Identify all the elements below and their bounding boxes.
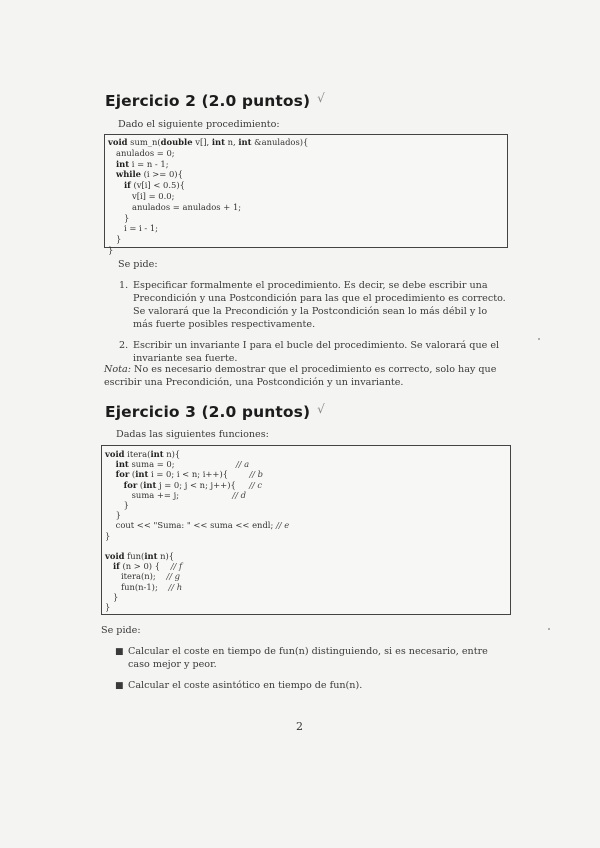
exercise-2-title: Ejercicio 2 (2.0 puntos) bbox=[105, 92, 311, 110]
exercise-3-task-1 bbox=[115, 645, 508, 671]
exercise-3-code: void itera(int n){ int suma = 0; // a for (int i = 0; i < n; i++){ // b for (int j = 0; j < n; j++){ // c suma += j; // d } } cout << "Suma: " << suma << endl; // e } void fun(int n){ if (n > 0) { // f itera(n); // g fun(n-1); // h } } bbox=[105, 449, 290, 613]
exercise-2-code-box bbox=[104, 134, 508, 255]
note-label: Nota: bbox=[104, 364, 131, 375]
scan-speck bbox=[538, 338, 540, 340]
task-number: 1. bbox=[119, 280, 129, 291]
exercise-3-intro: Dadas las siguientes funciones: bbox=[116, 429, 269, 440]
checkmark-icon: √ bbox=[317, 402, 325, 416]
task-text: Escribir un invariante I para el bucle del procedimiento. Se valorará que el invariante sea fuerte. bbox=[133, 340, 500, 364]
bullet-icon: ■ bbox=[115, 647, 124, 657]
exercise-3-se-pide: Se pide: bbox=[101, 625, 141, 636]
exercise-3-title: Ejercicio 3 (2.0 puntos) bbox=[105, 403, 311, 421]
exercise-3-task-list bbox=[115, 645, 508, 700]
task-number: 2. bbox=[119, 340, 129, 351]
checkmark-icon: √ bbox=[317, 91, 325, 105]
exercise-3-code-box bbox=[101, 445, 511, 615]
exercise-2-task-2 bbox=[119, 339, 508, 365]
task-text: Calcular el coste en tiempo de fun(n) distinguiendo, si es necesario, entre caso mejor y peor. bbox=[128, 646, 488, 670]
page-number: 2 bbox=[296, 720, 303, 733]
exercise-3-task-2 bbox=[115, 679, 508, 692]
exercise-2-task-list bbox=[119, 279, 508, 373]
exercise-2-code: void sum_n(double v[], int n, int &anulados){ anulados = 0; int i = n - 1; while (i >= 0){ if (v[i] < 0.5){ v[i] = 0.0; anulados = anulados + 1; } i = i - 1; } } bbox=[108, 137, 309, 255]
task-text: Especificar formalmente el procedimiento. Es decir, se debe escribir una Precondición y una Postcondición para las que el procedimiento es correcto. Se valorará que la Precondición y la Postcondición sean lo más débil y lo más fuerte posibles respectivamente. bbox=[133, 280, 506, 330]
exercise-2-heading bbox=[105, 92, 325, 110]
task-text: Calcular el coste asintótico en tiempo de fun(n). bbox=[128, 680, 363, 691]
bullet-icon: ■ bbox=[115, 681, 124, 691]
exercise-3-heading bbox=[105, 403, 325, 421]
note-text: No es necesario demostrar que el procedimiento es correcto, solo hay que escribir una Precondición, una Postcondición y un invariante. bbox=[104, 364, 497, 388]
exercise-2-task-1 bbox=[119, 279, 508, 331]
exercise-2-se-pide: Se pide: bbox=[118, 259, 158, 270]
scan-speck bbox=[548, 628, 550, 630]
exercise-2-intro: Dado el siguiente procedimiento: bbox=[118, 119, 280, 130]
exercise-2-note bbox=[104, 363, 509, 389]
